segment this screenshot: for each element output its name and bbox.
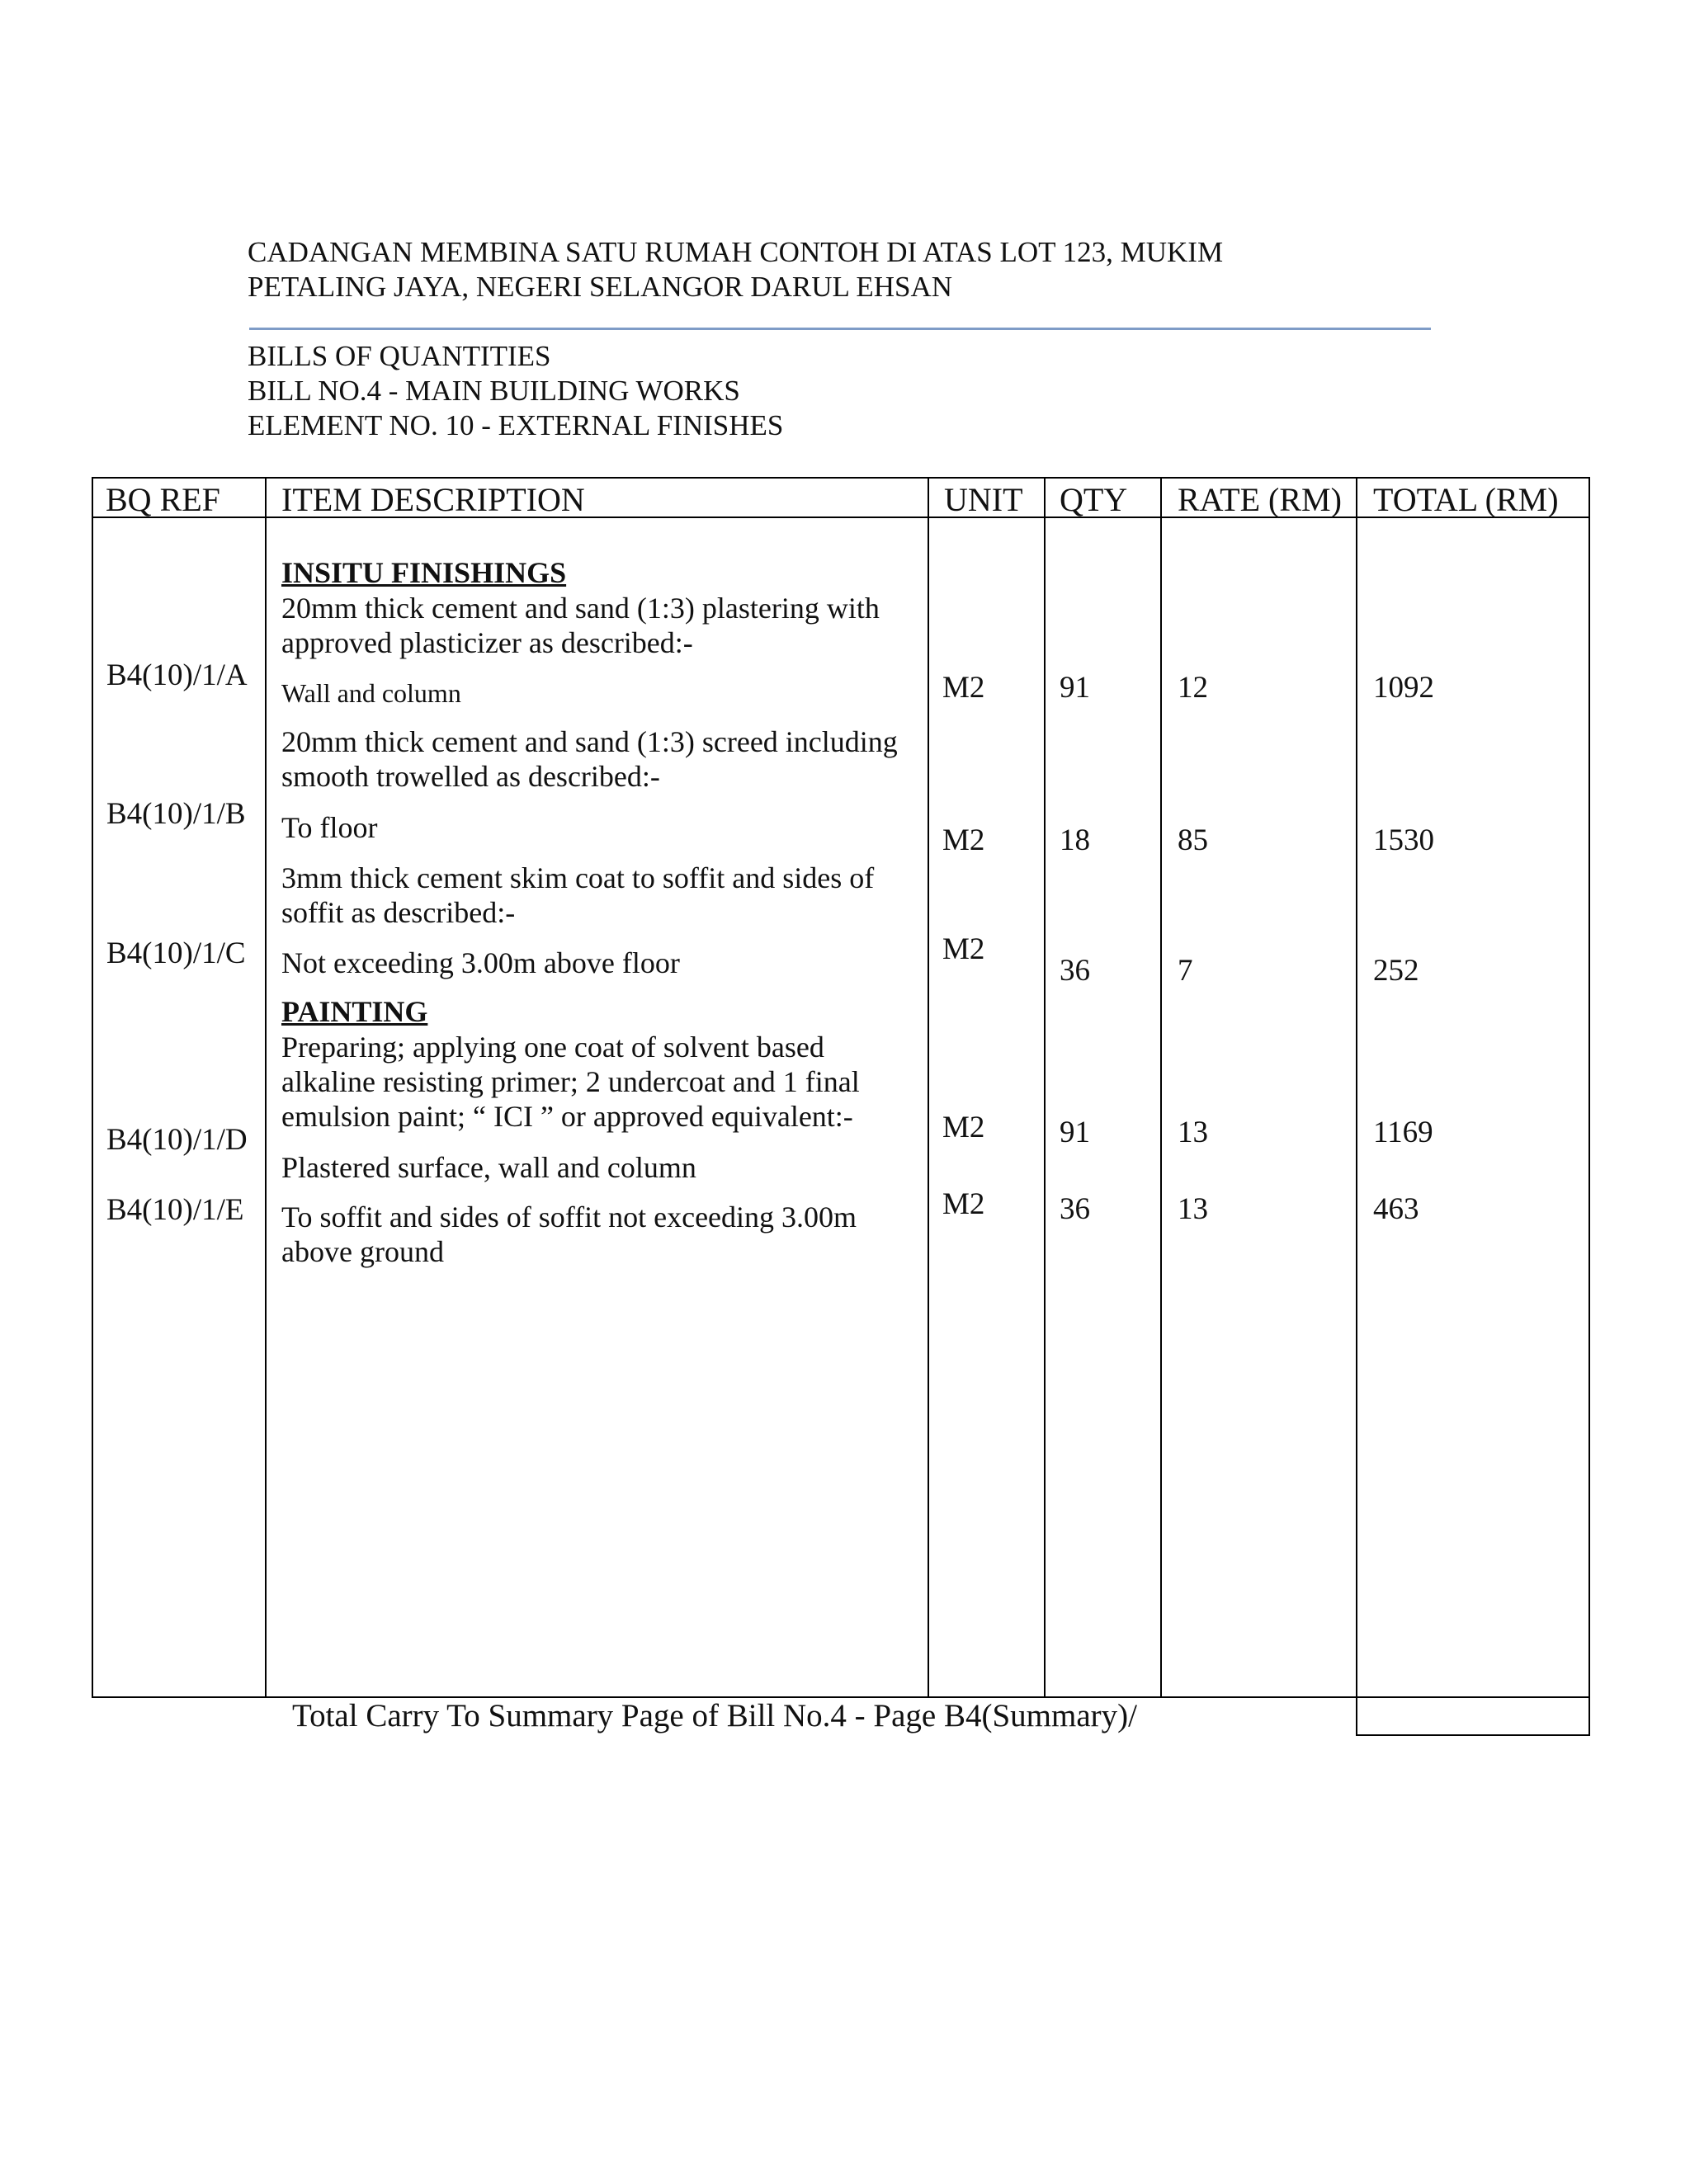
rate-cell: 85 — [1178, 823, 1208, 857]
carry-to-summary-text: Total Carry To Summary Page of Bill No.4 - Page B4(Summary)/ — [292, 1698, 1137, 1734]
description-text: 20mm thick cement and sand (1:3) plastering with — [281, 592, 880, 625]
total-cell: 463 — [1373, 1192, 1419, 1226]
section-heading-painting: PAINTING — [281, 995, 428, 1028]
bq-ref: B4(10)/1/C — [106, 936, 246, 970]
project-title-line-2: PETALING JAYA, NEGERI SELANGOR DARUL EHSAN — [248, 271, 953, 303]
item-description: To soffit and sides of soffit not exceeding 3.00m — [281, 1200, 857, 1234]
col-line-unit — [1044, 477, 1046, 1698]
col-line-rate — [1356, 477, 1357, 1736]
qty-cell: 18 — [1060, 823, 1090, 857]
rate-cell: 12 — [1178, 671, 1208, 705]
col-line-desc — [928, 477, 929, 1698]
description-text: Preparing; applying one coat of solvent based — [281, 1031, 824, 1064]
carry-total-box-bottom — [1356, 1734, 1590, 1736]
total-cell: 1092 — [1373, 671, 1434, 705]
qty-cell: 36 — [1060, 1192, 1090, 1226]
header-qty: QTY — [1060, 481, 1128, 518]
total-cell: 1169 — [1373, 1116, 1433, 1149]
bq-ref: B4(10)/1/A — [106, 658, 248, 692]
description-text: soffit as described:- — [281, 896, 516, 929]
item-description: Plastered surface, wall and column — [281, 1151, 696, 1184]
document-title: BILLS OF QUANTITIES — [248, 340, 551, 372]
rate-cell: 7 — [1178, 954, 1193, 988]
unit-cell: M2 — [942, 823, 985, 857]
bq-ref: B4(10)/1/D — [106, 1123, 248, 1157]
project-title-line-1: CADANGAN MEMBINA SATU RUMAH CONTOH DI ATAS LOT 123, MUKIM — [248, 236, 1224, 268]
item-description: Not exceeding 3.00m above floor — [281, 946, 680, 979]
item-description: To floor — [281, 811, 378, 844]
description-text: alkaline resisting primer; 2 undercoat and 1 final — [281, 1065, 860, 1098]
unit-cell: M2 — [942, 932, 985, 966]
bq-ref: B4(10)/1/E — [106, 1193, 244, 1227]
unit-cell: M2 — [942, 1111, 985, 1144]
col-line-right — [1589, 477, 1590, 1736]
bill-number: BILL NO.4 - MAIN BUILDING WORKS — [248, 375, 740, 407]
col-line-left — [92, 477, 93, 1698]
qty-cell: 91 — [1060, 1116, 1090, 1149]
item-description: Wall and column — [281, 678, 461, 708]
rate-cell: 13 — [1178, 1192, 1208, 1226]
header-bq-ref: BQ REF — [106, 481, 220, 518]
qty-cell: 91 — [1060, 671, 1090, 705]
description-text: 3mm thick cement skim coat to soffit and sides of — [281, 861, 875, 894]
header-unit: UNIT — [944, 481, 1023, 518]
bq-ref: B4(10)/1/B — [106, 797, 246, 831]
col-line-qty — [1160, 477, 1162, 1698]
unit-cell: M2 — [942, 1187, 985, 1221]
header-rate: RATE (RM) — [1178, 481, 1342, 518]
table-top-border — [92, 477, 1590, 479]
total-cell: 1530 — [1373, 823, 1434, 857]
element-number: ELEMENT NO. 10 - EXTERNAL FINISHES — [248, 409, 784, 441]
header-total: TOTAL (RM) — [1373, 481, 1559, 518]
description-text: approved plasticizer as described:- — [281, 626, 693, 659]
rate-cell: 13 — [1178, 1116, 1208, 1149]
description-text: smooth trowelled as described:- — [281, 760, 660, 793]
description-text: 20mm thick cement and sand (1:3) screed including — [281, 725, 898, 758]
description-text: emulsion paint; “ ICI ” or approved equivalent:- — [281, 1100, 853, 1133]
unit-cell: M2 — [942, 671, 985, 705]
qty-cell: 36 — [1060, 954, 1090, 988]
header-divider — [249, 328, 1431, 330]
item-description: above ground — [281, 1235, 444, 1268]
col-line-ref — [265, 477, 267, 1698]
header-item-description: ITEM DESCRIPTION — [281, 481, 585, 518]
section-heading-insitu: INSITU FINISHINGS — [281, 556, 567, 589]
total-cell: 252 — [1373, 954, 1419, 988]
